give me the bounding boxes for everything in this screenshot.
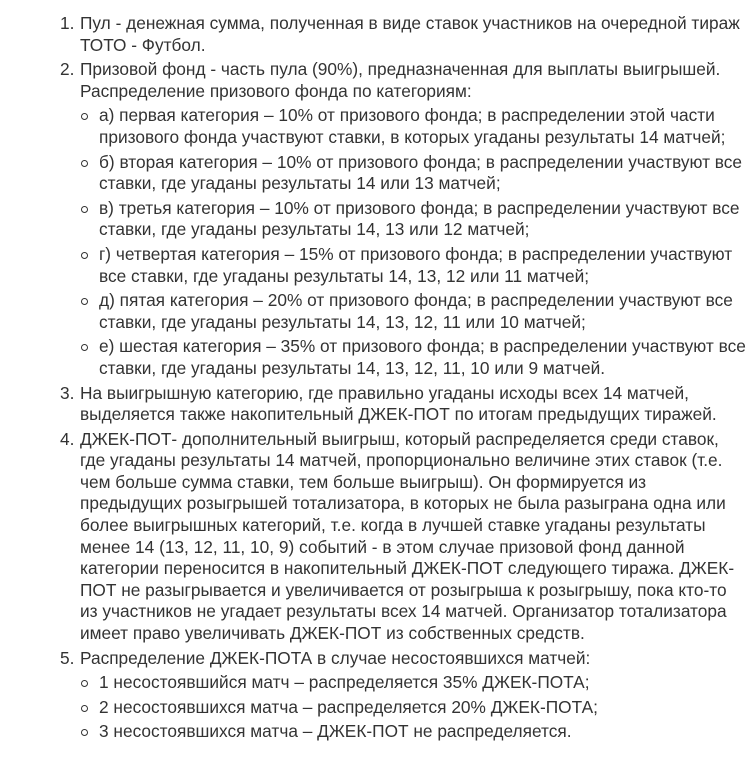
prize-category-text: б) вторая категория – 10% от призового фонда; в распределении участвуют все ставки, где угаданы результаты 14 или 13 матчей; (99, 151, 743, 194)
circle-bullet-icon (81, 680, 88, 687)
rule-text: Пул - денежная сумма, полученная в виде ставок участников на очередной тираж ТОТО - Футбол. (80, 13, 740, 55)
rule-number: 2. (60, 59, 75, 80)
rule-text: Призовой фонд - часть пула (90%), предназначенная для выплаты выигрышей. Распределение призового фонда по категориям: (80, 59, 721, 101)
rule-text: ДЖЕК-ПОТ- дополнительный выигрыш, который распределяется среди ставок, где угаданы результаты 14 матчей, пропорционально величине этих ставок (т.е. чем больше сумма ставки, тем больше выигрыш). Он формируется из предыдущих розыгрышей тотализатора, в которых не была разыграна одна или более выигрышных категорий, т.е. когда в лучшей ставке угаданы результаты менее 14 (13, 12, 11, 10, 9) событий - в этом случае призовой фонд данной категории переносится в накопительный ДЖЕК-ПОТ следующего тиража. ДЖЕК-ПОТ не разыгрывается и увеличивается от розыгрыша к розыгрышу, пока кто-то из участников не угадает результаты всех 14 матчей. Организатор тотализатора имеет право увеличивать ДЖЕК-ПОТ из собственных средств. (80, 428, 735, 644)
rule-text: Распределение ДЖЕК-ПОТА в случае несостоявшихся матчей: (80, 647, 591, 668)
prize-category-item (80, 105, 746, 148)
prize-category-item (80, 290, 746, 333)
prize-category-text: е) шестая категория – 35% от призового фонда; в распределении участвуют все ставки, где угаданы результаты 14, 13, 12, 11, 10 или 9 матчей. (99, 336, 746, 378)
prize-category-item (80, 152, 746, 195)
jackpot-distribution-item (80, 697, 746, 719)
rule-number: 5. (60, 647, 75, 668)
circle-bullet-icon (81, 705, 88, 712)
prize-category-item (80, 198, 746, 241)
circle-bullet-icon (81, 344, 88, 351)
rule-item-3 (0, 383, 752, 426)
rule-item-2 (0, 59, 752, 379)
circle-bullet-icon (81, 298, 88, 305)
rules-list (0, 13, 752, 743)
jackpot-distribution-text: 1 несостоявшийся матч – распределяется 35% ДЖЕК-ПОТА; (99, 672, 590, 693)
jackpot-distribution-text: 2 несостоявшихся матча – распределяется 20% ДЖЕК-ПОТА; (99, 696, 598, 717)
jackpot-distribution-list (80, 672, 746, 743)
jackpot-distribution-item (80, 721, 746, 743)
rule-number: 4. (60, 428, 75, 449)
rule-item-1 (0, 13, 752, 56)
prize-category-item (80, 244, 746, 287)
prize-category-text: в) третья категория – 10% от призового фонда; в распределении участвуют все ставки, где угаданы результаты 14, 13 или 12 матчей; (99, 197, 740, 240)
prize-category-text: г) четвертая категория – 15% от призового фонда; в распределении участвуют все ставки, где угаданы результаты 14, 13, 12 или 11 матчей; (99, 243, 733, 286)
jackpot-distribution-item (80, 672, 746, 694)
rule-item-4 (0, 429, 752, 645)
prize-category-item (80, 336, 746, 379)
prize-category-list (80, 105, 746, 379)
rule-number: 3. (60, 382, 75, 403)
circle-bullet-icon (81, 113, 88, 120)
rule-number: 1. (60, 13, 75, 33)
circle-bullet-icon (81, 252, 88, 259)
circle-bullet-icon (81, 160, 88, 167)
rule-text: На выигрышную категорию, где правильно угаданы исходы всех 14 матчей, выделяется также накопительный ДЖЕК-ПОТ по итогам предыдущих тиражей. (80, 382, 717, 425)
prize-category-text: а) первая категория – 10% от призового фонда; в распределении этой части призового фонда участвуют ставки, в которых угаданы результаты 14 матчей; (99, 105, 726, 147)
rule-item-5 (0, 648, 752, 743)
prize-category-text: д) пятая категория – 20% от призового фонда; в распределении участвуют все ставки, где угаданы результаты 14, 13, 12, 11 или 10 матчей; (99, 290, 733, 332)
jackpot-distribution-text: 3 несостоявшихся матча – ДЖЕК-ПОТ не распределяется. (99, 721, 572, 742)
circle-bullet-icon (81, 206, 88, 213)
circle-bullet-icon (81, 729, 88, 736)
